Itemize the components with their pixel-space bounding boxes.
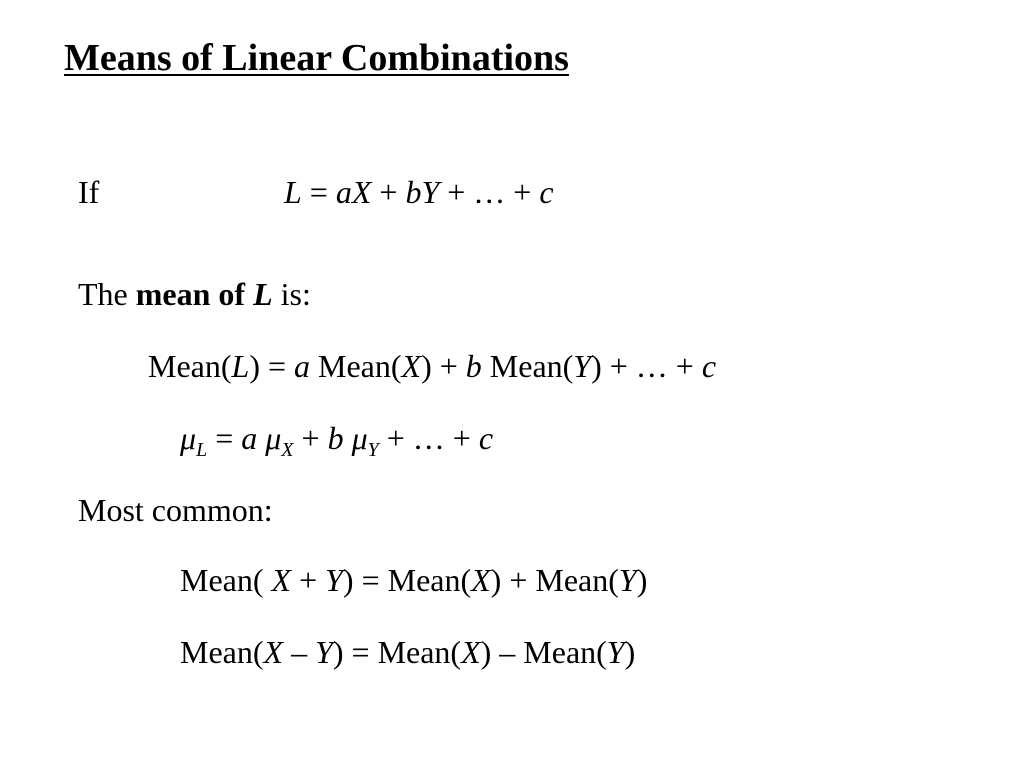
mean-equation: Mean(L) = a Mean(X) + b Mean(Y) + … + c bbox=[148, 348, 717, 384]
most-common-label: Most common: bbox=[78, 492, 273, 528]
mu-equation: $\mu_L = a$ $\mu_X + b$ $\mu_Y$ + … + c bbox=[180, 420, 494, 461]
mean-intro: The mean of L is: bbox=[78, 276, 311, 312]
sum-equation: Mean( X + Y) = Mean(X) + Mean(Y) bbox=[180, 562, 648, 598]
difference-equation: Mean(X – Y) = Mean(X) – Mean(Y) bbox=[180, 634, 636, 670]
slide-title: Means of Linear Combinations bbox=[64, 37, 569, 79]
if-label: If bbox=[78, 174, 100, 210]
linear-combination-equation: L = aX + bY + … + c bbox=[284, 174, 554, 210]
